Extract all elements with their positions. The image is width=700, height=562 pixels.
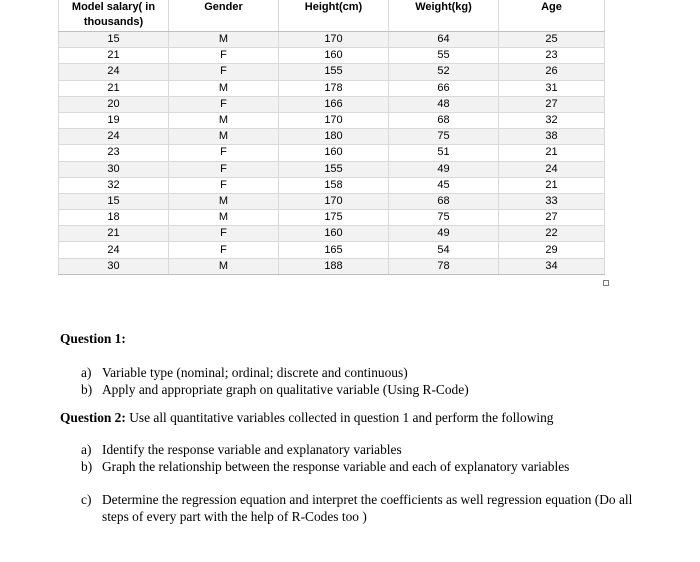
- cell-gender: M: [169, 258, 279, 274]
- list-marker: c): [81, 492, 92, 507]
- cell-gender: F: [169, 242, 279, 258]
- cell-salary: 24: [59, 64, 169, 80]
- cell-salary: 30: [59, 161, 169, 177]
- list-marker: b): [81, 458, 93, 474]
- q1-item-a: [60, 365, 660, 382]
- cell-gender: M: [169, 129, 279, 145]
- table-row: [59, 112, 605, 128]
- table-row: [59, 242, 605, 258]
- table-row: [59, 80, 605, 96]
- table-row: [59, 210, 605, 226]
- cell-height: 170: [279, 193, 389, 209]
- cell-gender: M: [169, 193, 279, 209]
- cell-height: 155: [279, 161, 389, 177]
- cell-salary: 18: [59, 210, 169, 226]
- cell-height: 165: [279, 242, 389, 258]
- cell-height: 180: [279, 129, 389, 145]
- cell-weight: 75: [389, 210, 499, 226]
- cell-height: 160: [279, 226, 389, 242]
- table-row: [59, 48, 605, 64]
- question-2-intro: Use all quantitative variables collected in question 1 and perform the following: [129, 410, 554, 425]
- table-body: [59, 32, 605, 275]
- cell-age: 22: [499, 226, 605, 242]
- cell-age: 25: [499, 32, 605, 48]
- cell-age: 26: [499, 64, 605, 80]
- cell-weight: 54: [389, 242, 499, 258]
- cell-age: 32: [499, 112, 605, 128]
- cell-age: 21: [499, 145, 605, 161]
- cell-gender: F: [169, 48, 279, 64]
- cell-salary: 21: [59, 80, 169, 96]
- cell-weight: 51: [389, 145, 499, 161]
- header-weight: Weight(kg): [389, 0, 499, 32]
- cell-weight: 48: [389, 96, 499, 112]
- q1-item-b-text: Apply and appropriate graph on qualitative variable (Using R-Code): [102, 381, 469, 397]
- table-row: [59, 32, 605, 48]
- cell-height: 170: [279, 112, 389, 128]
- cell-gender: M: [169, 80, 279, 96]
- cell-age: 29: [499, 242, 605, 258]
- cell-age: 31: [499, 80, 605, 96]
- cell-height: 166: [279, 96, 389, 112]
- cell-gender: F: [169, 177, 279, 193]
- cell-age: 34: [499, 258, 605, 274]
- table-header-row: [59, 0, 605, 32]
- cell-gender: F: [169, 226, 279, 242]
- cell-height: 175: [279, 210, 389, 226]
- cell-age: 21: [499, 177, 605, 193]
- q2-item-c: [60, 492, 660, 525]
- cell-weight: 68: [389, 112, 499, 128]
- cell-weight: 78: [389, 258, 499, 274]
- cell-weight: 49: [389, 161, 499, 177]
- header-age: Age: [499, 0, 605, 32]
- cell-height: 178: [279, 80, 389, 96]
- cell-weight: 75: [389, 129, 499, 145]
- table-row: [59, 193, 605, 209]
- cell-salary: 24: [59, 129, 169, 145]
- cell-height: 188: [279, 258, 389, 274]
- cell-height: 158: [279, 177, 389, 193]
- cell-weight: 68: [389, 193, 499, 209]
- table-row: [59, 258, 605, 274]
- questions-section: [60, 330, 660, 525]
- cell-salary: 24: [59, 242, 169, 258]
- cell-weight: 49: [389, 226, 499, 242]
- header-height: Height(cm): [279, 0, 389, 32]
- data-table-container: [58, 0, 604, 275]
- cell-age: 27: [499, 96, 605, 112]
- cell-age: 38: [499, 129, 605, 145]
- cell-salary: 23: [59, 145, 169, 161]
- cell-age: 27: [499, 210, 605, 226]
- list-marker: a): [81, 365, 92, 380]
- cell-age: 23: [499, 48, 605, 64]
- list-marker: b): [81, 381, 93, 397]
- cell-age: 24: [499, 161, 605, 177]
- table-row: [59, 64, 605, 80]
- cell-gender: F: [169, 161, 279, 177]
- q2-item-b: [60, 459, 660, 476]
- table-row: [59, 226, 605, 242]
- cell-height: 160: [279, 145, 389, 161]
- cell-weight: 66: [389, 80, 499, 96]
- cell-gender: M: [169, 210, 279, 226]
- cell-gender: F: [169, 145, 279, 161]
- list-marker: a): [81, 442, 92, 457]
- table-row: [59, 129, 605, 145]
- cell-height: 155: [279, 64, 389, 80]
- q1-item-a-text: Variable type (nominal; ordinal; discrete and continuous): [102, 365, 408, 380]
- question-1-heading: Question 1:: [60, 331, 126, 346]
- cell-salary: 15: [59, 193, 169, 209]
- cell-age: 33: [499, 193, 605, 209]
- header-gender: Gender: [169, 0, 279, 32]
- cell-height: 170: [279, 32, 389, 48]
- q1-item-b: [60, 382, 660, 399]
- table-row: [59, 96, 605, 112]
- table-row: [59, 145, 605, 161]
- cell-salary: 32: [59, 177, 169, 193]
- cell-weight: 55: [389, 48, 499, 64]
- cell-gender: M: [169, 32, 279, 48]
- q2-item-a-text: Identify the response variable and explanatory variables: [102, 442, 402, 457]
- question-2-paragraph: [60, 409, 660, 427]
- cell-salary: 21: [59, 226, 169, 242]
- q2-item-b-text: Graph the relationship between the response variable and each of explanatory variables: [102, 458, 570, 474]
- cell-salary: 20: [59, 96, 169, 112]
- cell-weight: 64: [389, 32, 499, 48]
- cell-salary: 19: [59, 112, 169, 128]
- header-salary: Model salary( in thousands): [59, 0, 169, 32]
- cell-weight: 52: [389, 64, 499, 80]
- q2-item-a: [60, 442, 660, 459]
- cell-salary: 21: [59, 48, 169, 64]
- q2-item-c-text: Determine the regression equation and interpret the coefficients as well regression equation (Do all steps of every part with the help of R-Codes too ): [102, 492, 633, 524]
- cell-salary: 30: [59, 258, 169, 274]
- cell-salary: 15: [59, 32, 169, 48]
- table-resize-handle[interactable]: [603, 280, 609, 286]
- cell-weight: 45: [389, 177, 499, 193]
- table-row: [59, 177, 605, 193]
- cell-gender: M: [169, 112, 279, 128]
- table-row: [59, 161, 605, 177]
- cell-gender: F: [169, 96, 279, 112]
- question-2-heading: Question 2:: [60, 410, 126, 425]
- data-table: [58, 0, 605, 275]
- cell-gender: F: [169, 64, 279, 80]
- cell-height: 160: [279, 48, 389, 64]
